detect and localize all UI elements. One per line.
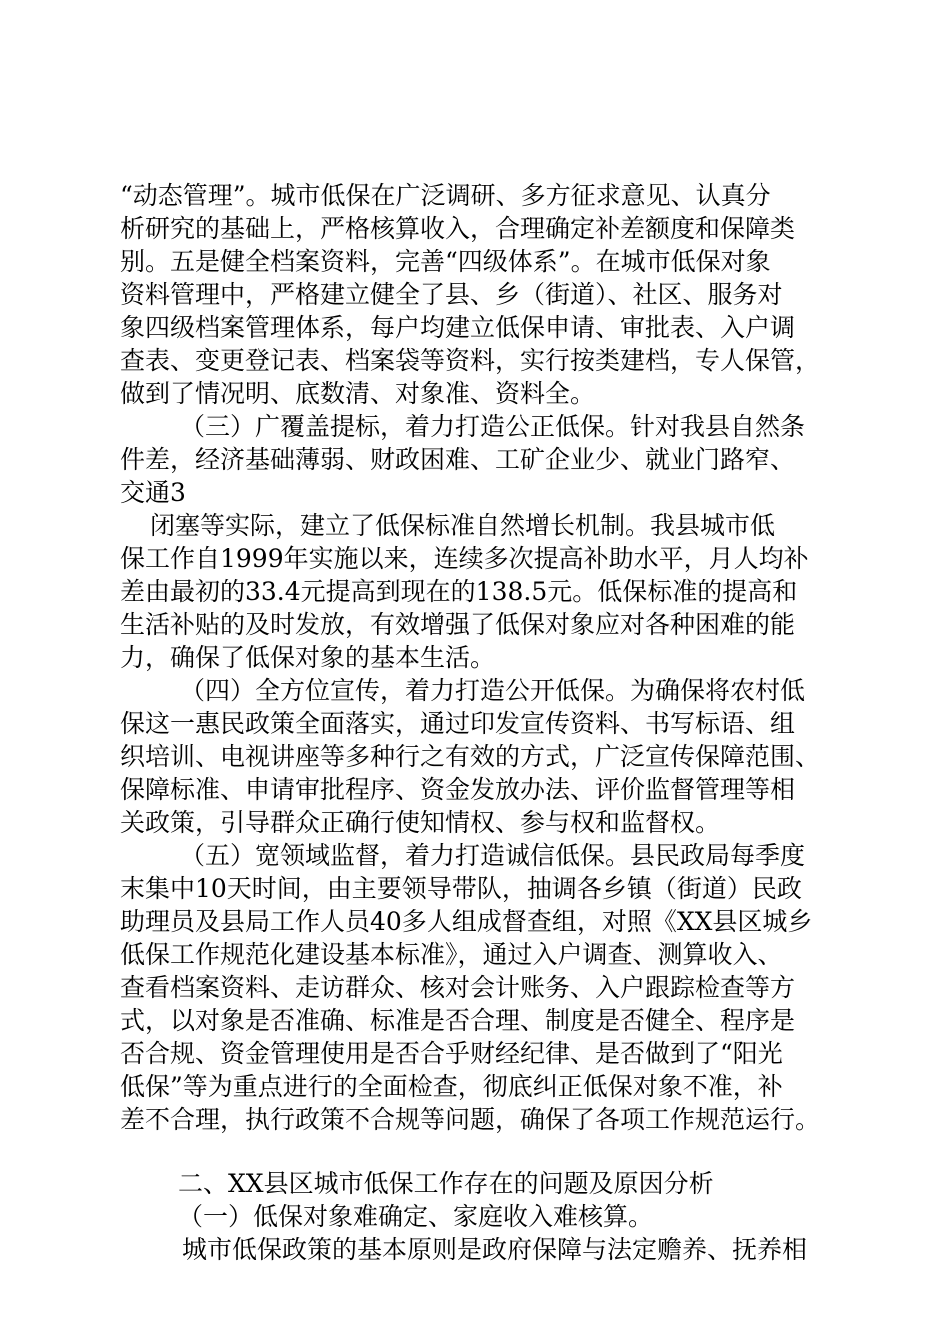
body-text-line: 差不合理，执行政策不合规等问题，确保了各项工作规范运行。 <box>120 1105 821 1134</box>
body-text-line: 查看档案资料、走访群众、核对会计账务、入户跟踪检查等方 <box>120 973 796 1002</box>
body-text-line: 生活补贴的及时发放，有效增强了低保对象应对各种困难的能 <box>120 610 796 639</box>
section-heading-5: （五）宽领域监督，着力打造诚信低保。县民政局每季度 <box>180 841 806 870</box>
body-text-line: 否合规、资金管理使用是否合乎财经纪律、是否做到了“阳光 <box>120 1039 783 1068</box>
section-heading-4: （四）全方位宣传，着力打造公开低保。为确保将农村低 <box>180 676 806 705</box>
chapter-heading: 二、XX县区城市低保工作存在的问题及原因分析 <box>178 1169 714 1198</box>
subsection-heading-1: （一）低保对象难确定、家庭收入难核算。 <box>178 1202 654 1231</box>
body-text-line: 查表、变更登记表、档案袋等资料，实行按类建档，专人保管， <box>120 346 821 375</box>
body-text-line: “动态管理”。城市低保在广泛调研、多方征求意见、认真分 <box>120 181 771 210</box>
body-text-line: 关政策，引导群众正确行使知情权、参与权和监督权。 <box>120 808 721 837</box>
body-text-line: 析研究的基础上，严格核算收入，合理确定补差额度和保障类 <box>120 214 796 243</box>
body-text-line: 保障标准、申请审批程序、资金发放办法、评价监督管理等相 <box>120 775 796 804</box>
body-text-line: 低保”等为重点进行的全面检查，彻底纠正低保对象不准，补 <box>120 1072 783 1101</box>
body-text-line: 助理员及县局工作人员40多人组成督查组，对照《XX县区城乡 <box>120 907 813 936</box>
body-text-line: 件差，经济基础薄弱、财政困难、工矿企业少、就业门路窄、 <box>120 445 796 474</box>
body-text-line: 别。五是健全档案资料，完善“四级体系”。在城市低保对象 <box>120 247 771 276</box>
body-text-line: 差由最初的33.4元提高到现在的138.5元。低保标准的提高和 <box>120 577 798 606</box>
body-text-line: 象四级档案管理体系，每户均建立低保申请、审批表、入户调 <box>120 313 796 342</box>
body-text-line: 保工作自1999年实施以来，连续多次提高补助水平，月人均补 <box>120 544 809 573</box>
body-text-line: 城市低保政策的基本原则是政府保障与法定赡养、抚养相 <box>182 1235 808 1264</box>
body-text-line: 织培训、电视讲座等多种行之有效的方式，广泛宣传保障范围、 <box>120 742 821 771</box>
body-text-line: 式，以对象是否准确、标准是否合理、制度是否健全、程序是 <box>120 1006 796 1035</box>
body-text-line: 低保工作规范化建设基本标准》，通过入户调查、测算收入、 <box>120 940 783 969</box>
body-text-line: 交通3 <box>120 478 186 507</box>
body-text-line: 闭塞等实际，建立了低保标准自然增长机制。我县城市低 <box>150 511 776 540</box>
body-text-line: 保这一惠民政策全面落实，通过印发宣传资料、书写标语、组 <box>120 709 796 738</box>
section-heading-3: （三）广覆盖提标，着力打造公正低保。针对我县自然条 <box>180 412 806 441</box>
body-text-line: 力，确保了低保对象的基本生活。 <box>120 643 496 672</box>
body-text-line: 末集中10天时间，由主要领导带队，抽调各乡镇（街道）民政 <box>120 874 802 903</box>
body-text-line: 资料管理中，严格建立健全了县、乡（街道）、社区、服务对 <box>120 280 783 309</box>
body-text-line: 做到了情况明、底数清、对象准、资料全。 <box>120 379 596 408</box>
